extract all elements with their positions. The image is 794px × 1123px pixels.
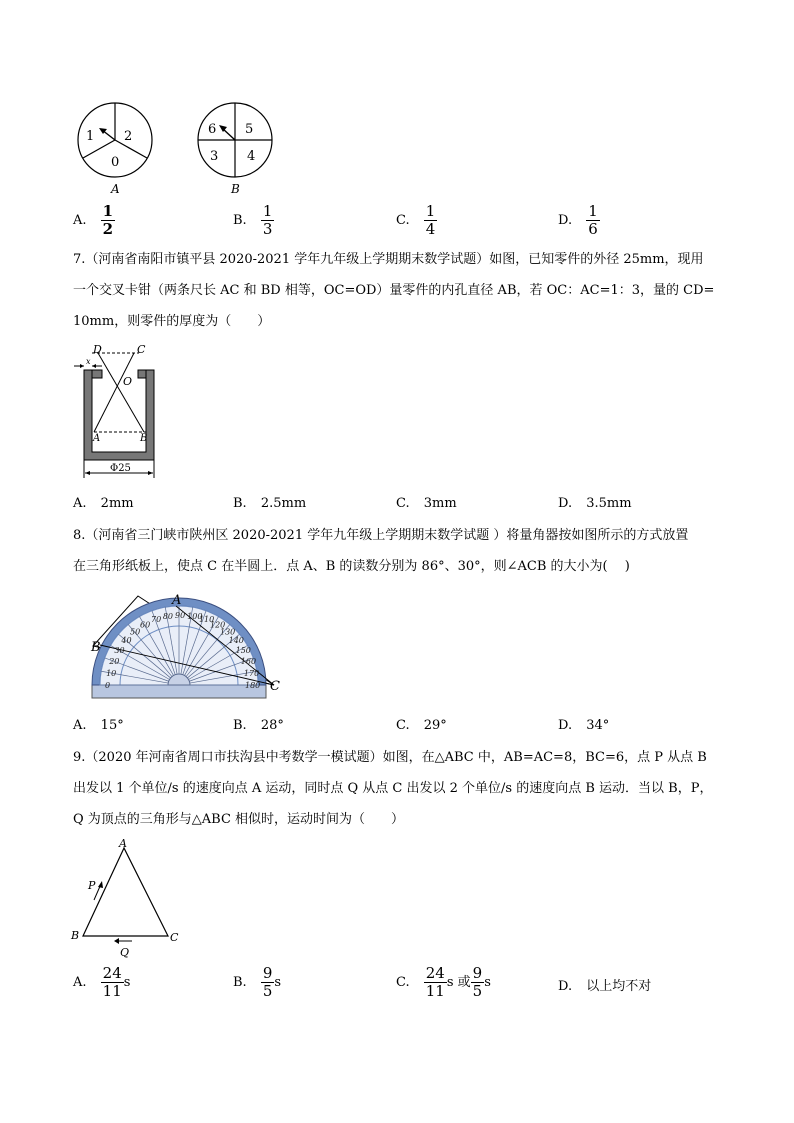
q9-line-2: 出发以 1 个单位/s 的速度向点 A 运动，同时点 Q 从点 C 出发以 2 个单位/s 的速度向点 B 运动．当以 B，P， — [73, 781, 713, 796]
label-C: C — [270, 679, 280, 694]
fraction — [424, 965, 447, 1000]
q9-option-c — [396, 965, 491, 1000]
protractor-scale-label: 140 — [228, 636, 244, 646]
numerator: 1 — [588, 202, 598, 220]
protractor-scale-label: 100 — [187, 612, 203, 622]
numerator: 1 — [102, 202, 114, 220]
unit: s — [484, 975, 491, 990]
spinner-b-sector-6: 6 — [208, 122, 217, 137]
spinner-b-caption: B — [231, 182, 240, 196]
q9-line-1: 9.（2020 年河南省周口市扶沟县中考数学一模试题）如图，在△ABC 中，AB=AC=8，BC=6，点 P 从点 B — [73, 750, 707, 765]
fraction — [586, 203, 600, 238]
option-text: 2.5mm — [260, 496, 307, 511]
option-text: 34° — [586, 718, 610, 733]
label-B: B — [71, 929, 80, 942]
option-letter: D. — [558, 213, 573, 228]
label-Q: Q — [120, 946, 130, 959]
q6-option-c — [396, 203, 437, 238]
label-B: B — [140, 433, 148, 444]
option-letter: B. — [233, 718, 247, 733]
spinner-b-sector-5: 5 — [245, 122, 254, 137]
option-text: 28° — [260, 718, 284, 733]
spinner-b-sector-3: 3 — [210, 149, 219, 164]
option-text: 2mm — [100, 496, 134, 511]
label-O: O — [123, 375, 133, 388]
fraction — [261, 965, 275, 1000]
unit: s — [123, 975, 131, 990]
q6-option-b — [233, 203, 274, 238]
q7-line-1: 7.（河南省南阳市镇平县 2020-2021 学年九年级上学期期末数学试题）如图，已知零件的外径 25mm，现用 — [73, 252, 704, 267]
unit: s — [274, 975, 282, 990]
label-x: x — [86, 357, 91, 366]
q9-option-a — [73, 965, 130, 1000]
spinner-a-sector-1: 1 — [86, 129, 95, 144]
numerator: 9 — [262, 964, 273, 982]
option-letter: C. — [396, 718, 410, 733]
option-letter: C. — [396, 975, 410, 990]
label-C: C — [137, 343, 146, 356]
option-letter: D. — [558, 718, 573, 733]
q8-option-a — [73, 718, 124, 733]
q7-option-c — [396, 496, 457, 511]
option-letter: A. — [73, 496, 87, 511]
option-letter: D. — [558, 979, 573, 994]
caliper-figure — [74, 342, 170, 482]
q8-line-1: 8.（河南省三门峡市陕州区 2020-2021 学年九年级上学期期末数学试题 ）将量角器按如图所示的方式放置 — [73, 528, 689, 543]
fraction — [424, 203, 438, 238]
protractor-scale-label: 120 — [210, 620, 226, 630]
option-text: 3.5mm — [586, 496, 632, 511]
spinner-a-sector-2: 2 — [124, 129, 133, 144]
protractor-scale-label: 70 — [151, 615, 162, 625]
denominator: 3 — [262, 220, 273, 238]
option-letter: A. — [73, 975, 87, 990]
protractor-scale-label: 180 — [245, 681, 261, 690]
label-D: D — [93, 343, 102, 356]
fraction — [101, 203, 115, 238]
protractor-figure — [88, 588, 288, 706]
numerator: 1 — [425, 202, 436, 220]
protractor-scale-label: 40 — [121, 636, 132, 646]
protractor-scale-label: 110 — [198, 615, 215, 625]
q7-line-2: 一个交叉卡钳（两条尺长 AC 和 BD 相等，OC=OD）量零件的内孔直径 AB，若 OC：AC=1：3，量的 CD= — [73, 283, 715, 298]
spinner-a-figure — [74, 100, 160, 200]
numerator: 24 — [102, 964, 122, 982]
q9-option-d — [558, 975, 651, 994]
label-A: A — [93, 433, 101, 444]
option-letter: D. — [558, 496, 573, 511]
spinner-b-figure — [195, 100, 281, 200]
q7-option-a — [73, 496, 134, 511]
q9-line-3: Q 为顶点的三角形与△ABC 相似时，运动时间为（ ） — [73, 812, 405, 827]
spinner-b-sector-4: 4 — [247, 149, 256, 164]
protractor-scale-label: 170 — [243, 668, 260, 678]
spinner-a-caption: A — [111, 182, 120, 196]
option-text: 以上均不对 — [586, 979, 652, 994]
label-B: B — [91, 640, 101, 655]
q7-option-b — [233, 496, 306, 511]
numerator: 1 — [262, 202, 273, 220]
protractor-scale-label: 0 — [105, 681, 111, 690]
fraction — [101, 965, 124, 1000]
label-P: P — [88, 879, 96, 892]
protractor-scale-label: 50 — [130, 627, 141, 637]
q6-option-a — [73, 203, 115, 238]
q6-option-d — [558, 203, 600, 238]
protractor-scale-label: 130 — [219, 627, 236, 637]
denominator: 11 — [102, 982, 122, 1000]
label-A: A — [172, 593, 182, 608]
protractor-scale-label: 150 — [235, 646, 251, 655]
q8-option-b — [233, 718, 284, 733]
dimension-label: Φ25 — [110, 463, 131, 474]
label-C: C — [170, 931, 179, 944]
q8-line-2: 在三角形纸板上，使点 C 在半圆上．点 A、B 的读数分别为 86°、30°，则∠ACB 的大小为( ) — [73, 559, 630, 574]
option-letter: C. — [396, 496, 410, 511]
q9-option-b — [233, 965, 281, 1000]
numerator: 24 — [425, 964, 445, 982]
triangle-figure — [68, 838, 188, 960]
denominator: 6 — [588, 220, 598, 238]
protractor-scale-label: 60 — [140, 620, 151, 630]
numerator: 9 — [472, 964, 483, 982]
protractor-scale-label: 160 — [240, 657, 257, 667]
option-text: 3mm — [423, 496, 457, 511]
option-letter: B. — [233, 975, 247, 990]
q8-option-d — [558, 718, 609, 733]
spinner-a-sector-0: 0 — [111, 155, 120, 170]
option-letter: A. — [73, 213, 87, 228]
protractor-scale-label: 30 — [114, 646, 125, 655]
q7-line-3: 10mm，则零件的厚度为（ ） — [73, 314, 271, 329]
fraction — [261, 203, 275, 238]
protractor-scale-label: 90 — [175, 611, 186, 620]
q8-option-c — [396, 718, 447, 733]
option-letter: A. — [73, 718, 87, 733]
q7-option-d — [558, 496, 632, 511]
fraction — [471, 965, 485, 1000]
option-text: 15° — [100, 718, 124, 733]
option-letter: B. — [233, 496, 247, 511]
denominator: 2 — [102, 220, 114, 238]
denominator: 11 — [425, 982, 445, 1000]
option-letter: B. — [233, 213, 247, 228]
or-text: s 或 — [446, 975, 471, 990]
option-letter: C. — [396, 213, 410, 228]
protractor-scale-label: 20 — [109, 657, 120, 667]
protractor-scale-label: 80 — [162, 612, 174, 622]
label-A: A — [119, 838, 127, 850]
denominator: 5 — [472, 982, 483, 1000]
denominator: 4 — [425, 220, 436, 238]
option-text: 29° — [423, 718, 447, 733]
protractor-scale-label: 10 — [106, 668, 117, 678]
denominator: 5 — [262, 982, 273, 1000]
